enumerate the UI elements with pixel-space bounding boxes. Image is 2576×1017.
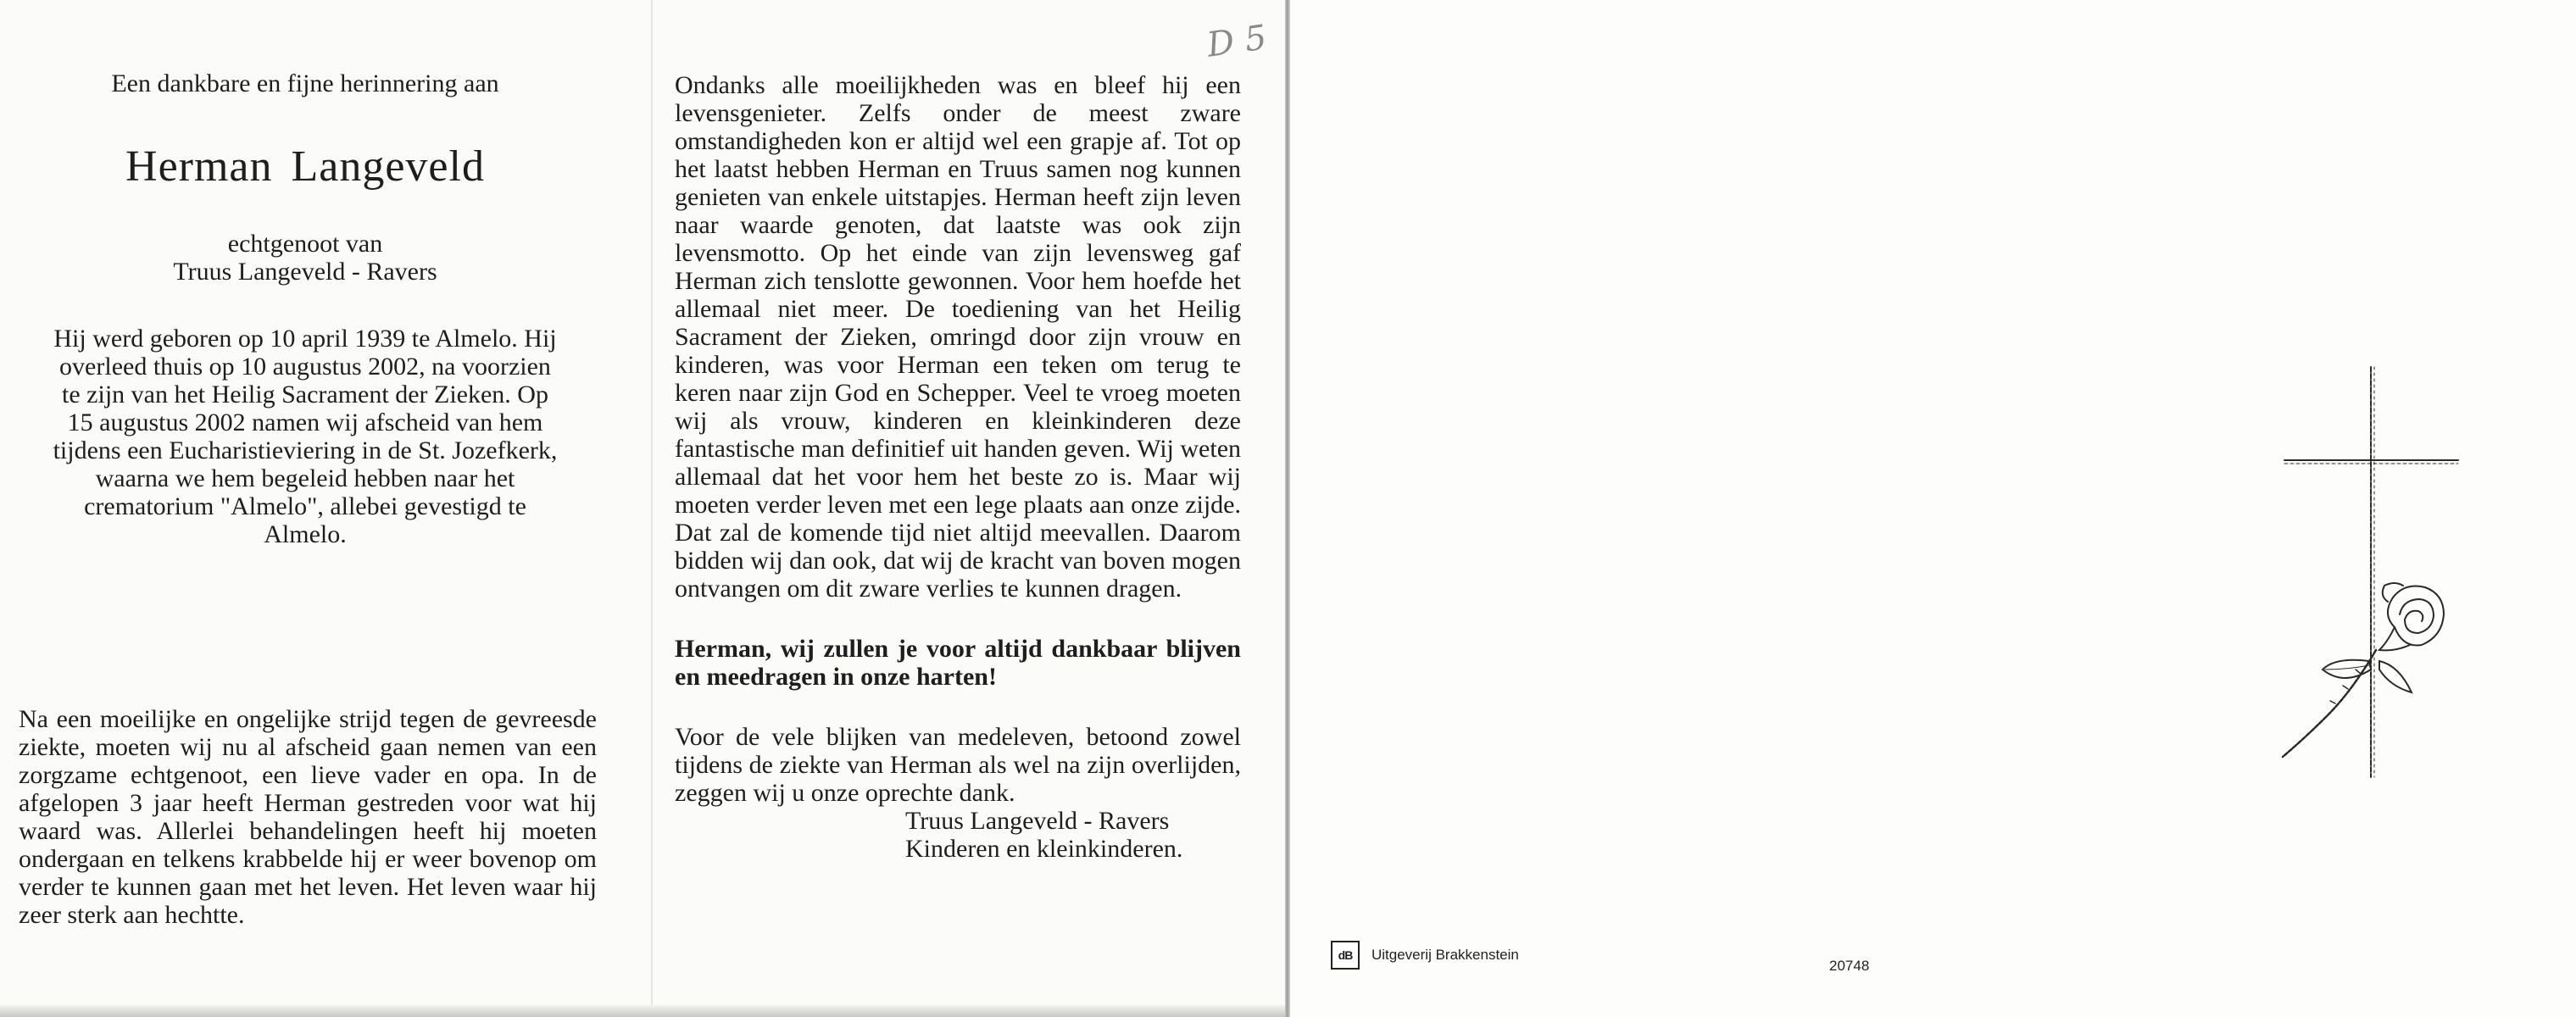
thanks-paragraph: Voor de vele blijken van medeleven, betoond zowel tijdens de ziekte van Herman als wel na zijn overlijden, zeggen wij u onze oprechte dank. <box>675 723 1241 807</box>
fold-line <box>651 0 653 1010</box>
memorial-column <box>675 71 1241 863</box>
spouse-name: Truus Langeveld - Ravers <box>173 258 437 286</box>
rose-stem <box>2283 650 2376 757</box>
rose-leaf-right <box>2379 661 2412 692</box>
intro-line: Een dankbare en fijne herinnering aan <box>111 69 499 97</box>
life-paragraph: Ondanks alle moeilijkheden was en bleef hij een levensgenieter. Zelfs onder de meest zware omstandigheden kon er altijd wel een grapje af. Tot op het laatst hebben Herman en Truus samen nog kunnen genieten van enkele uitstapjes. Herman heeft zijn leven naar waarde genoten, dat laatste was ook zijn levensmotto. Op het einde van zijn levensweg gaf Herman zich tenslotte gewonnen. Voor hem hoefde het allemaal niet meer. De toediening van het Heilig Sacrament der Zieken, omringd door zijn vrouw en kinderen, was voor Herman een teken om terug te keren naar zijn God en Schepper. Veel te vroeg moeten wij als vrouw, kinderen en kleinkinderen deze fantastische man definitief uit handen geven. Wij weten allemaal dat het voor hem het beste zo is. Maar wij moeten verder leven met een lege plaats aan onze zijde. Dat zal de komende tijd niet altijd meevallen. Daarom bidden wij dan ook, dat wij de kracht van boven mogen ontvangen om dit zware verlies te kunnen dragen. <box>675 71 1242 603</box>
publisher-name: Uitgeverij Brakkenstein <box>1371 947 1519 963</box>
card-edge-shadow <box>0 1005 1285 1017</box>
spouse-label: echtgenoot van <box>227 230 383 258</box>
signature-line-1: Truus Langeveld - Ravers <box>905 807 1170 835</box>
card-number: 20748 <box>1829 958 1870 974</box>
card-inside <box>0 0 1285 1010</box>
announcement-column <box>34 69 576 548</box>
rose-bloom <box>2388 586 2444 646</box>
publisher-imprint <box>1331 941 1519 970</box>
biography: Hij werd geboren op 10 april 1939 te Almelo. Hij overleed thuis op 10 augustus 2002, na voorzien te zijn van het Heilig Sacrament der Zieken. Op 15 augustus 2002 namen wij afscheid van hem tijdens een Eucharistieviering in de St. Jozefkerk, waarna we hem begeleid hebben naar het crematorium "Almelo", allebei gevestigd te Almelo. <box>53 325 558 548</box>
cross-with-rose-icon <box>2276 360 2471 784</box>
signature-line-2: Kinderen en kleinkinderen. <box>905 835 1183 863</box>
publisher-logo-icon: dB <box>1331 941 1360 970</box>
illness-paragraph: Na een moeilijke en ongelijke strijd tegen de gevreesde ziekte, moeten wij nu al afscheid gaan nemen van een zorgzame echtgenoot, een lieve vader en opa. In de afgelopen 3 jaar heeft Herman gestreden voor wat hij waard was. Allerlei behandelingen heeft hij moeten ondergaan en telkens krabbelde hij er weer bovenop om verder te kunnen gaan met het leven. Het leven waar hij zeer sterk aan hechtte. <box>19 705 597 929</box>
closing-statement: Herman, wij zullen je voor altijd dankbaar blijven en meedragen in onze harten! <box>675 635 1241 691</box>
deceased-name: Herman Langeveld <box>125 142 485 191</box>
pencil-annotation: D 5 <box>1205 18 1270 65</box>
